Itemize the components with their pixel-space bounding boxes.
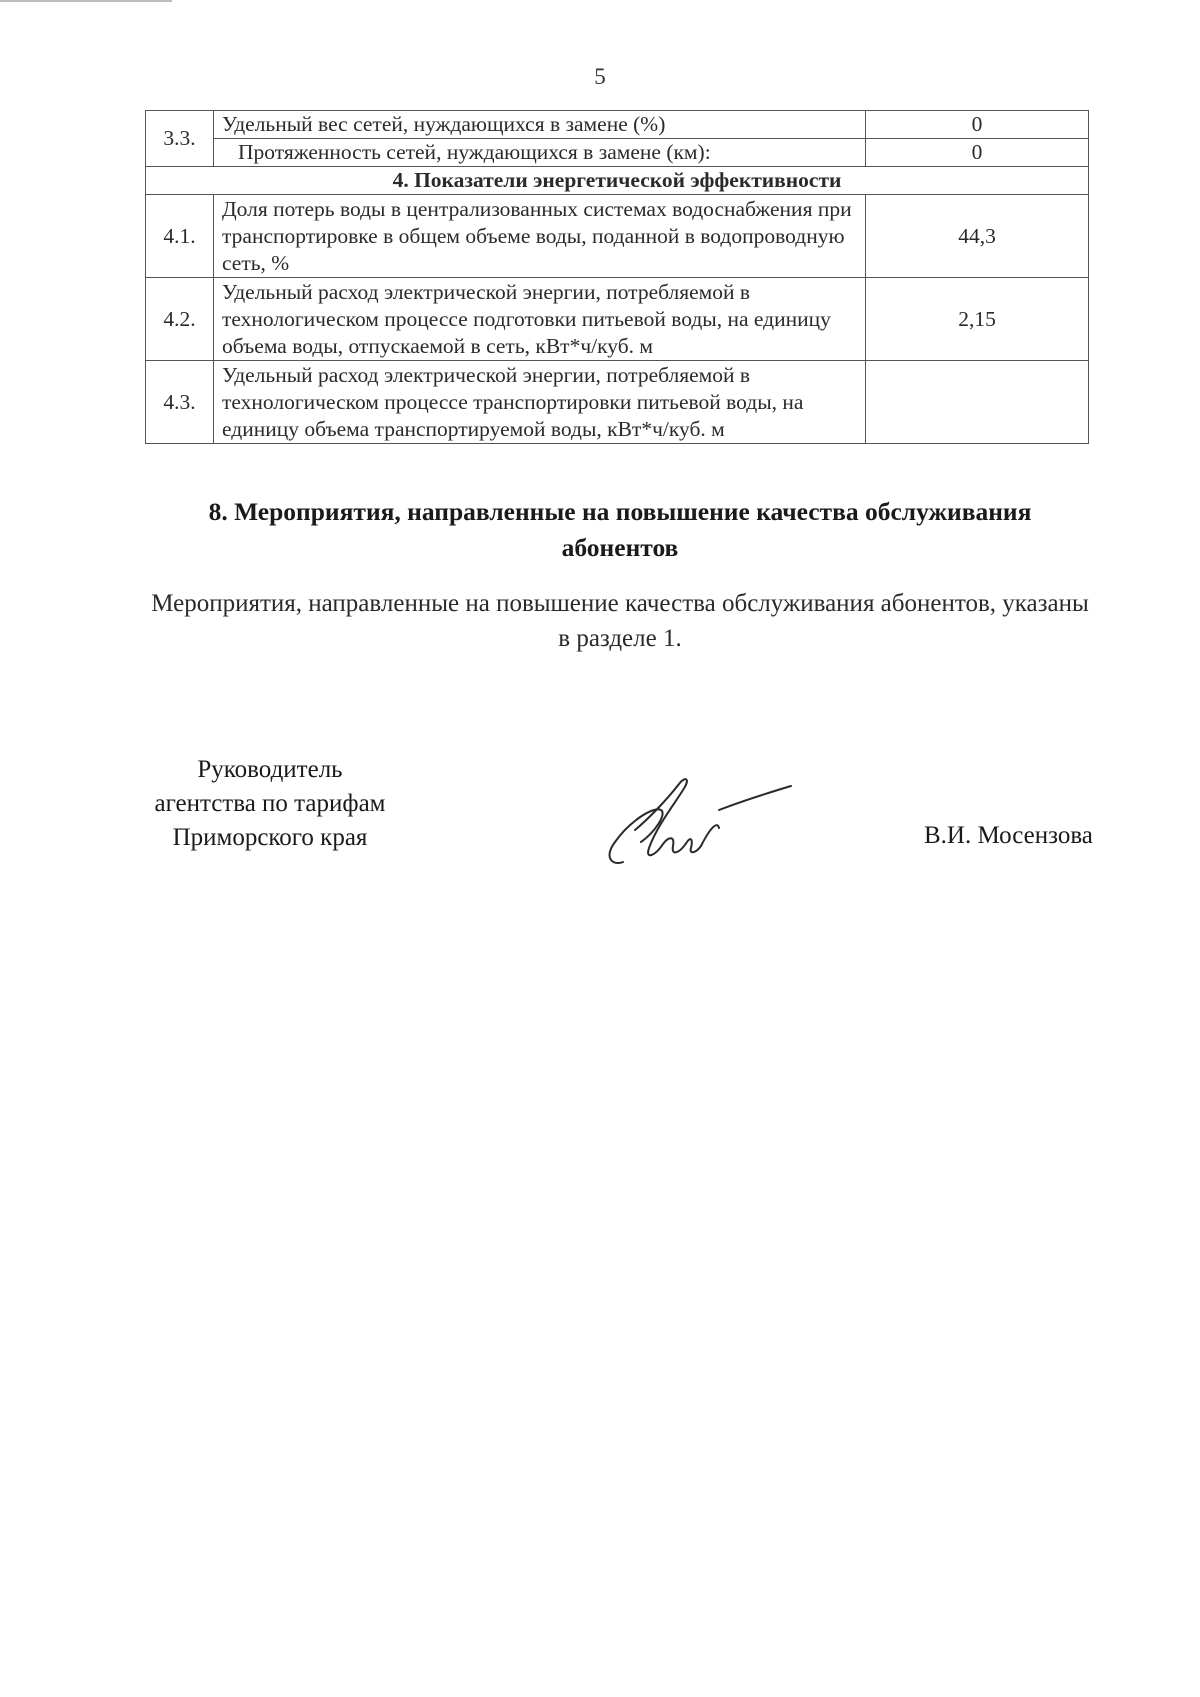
indicator-value: 2,15 bbox=[866, 278, 1089, 361]
indicator-value bbox=[866, 361, 1089, 444]
row-number: 4.1. bbox=[146, 195, 214, 278]
signer-position-line: Руководитель bbox=[197, 756, 343, 783]
indicator-text: Протяженность сетей, нуждающихся в замене (км): bbox=[214, 139, 866, 167]
signer-position-line: Приморского края bbox=[172, 824, 368, 851]
table-section-row bbox=[146, 167, 1089, 195]
table-section-title: 4. Показатели энергетической эффективности bbox=[146, 167, 1089, 195]
indicator-value: 0 bbox=[866, 139, 1089, 167]
indicator-value: 0 bbox=[866, 111, 1089, 139]
row-number: 4.3. bbox=[146, 361, 214, 444]
indicator-text: Удельный расход электрической энергии, потребляемой в технологическом процессе подготовки питьевой воды, на единицу объема воды, отпускаемой в сеть, кВт*ч/куб. м bbox=[214, 278, 866, 361]
table-row bbox=[146, 139, 1089, 167]
signer-name: В.И. Мосензова bbox=[924, 822, 1093, 849]
signer-position-line: агентства по тарифам bbox=[154, 790, 386, 817]
indicator-value: 44,3 bbox=[866, 195, 1089, 278]
row-number: 3.3. bbox=[146, 111, 214, 167]
section-paragraph: Мероприятия, направленные на повышение качества обслуживания абонентов, указаны в разделе 1. bbox=[151, 590, 1089, 652]
indicators-table bbox=[145, 110, 1089, 444]
page-number: 5 bbox=[594, 64, 606, 89]
signer-position bbox=[120, 753, 420, 855]
indicator-text: Удельный расход электрической энергии, потребляемой в технологическом процессе транспортировки питьевой воды, на единицу объема транспортируемой воды, кВт*ч/куб. м bbox=[214, 361, 866, 444]
table-row bbox=[146, 278, 1089, 361]
table-row bbox=[146, 195, 1089, 278]
indicator-text: Удельный вес сетей, нуждающихся в замене (%) bbox=[214, 111, 866, 139]
section-heading: 8. Мероприятия, направленные на повышение качества обслуживания абонентов bbox=[208, 497, 1032, 562]
table-row bbox=[146, 361, 1089, 444]
indicator-text: Доля потерь воды в централизованных системах водоснабжения при транспортировке в общем объеме воды, поданной в водопроводную сеть, % bbox=[214, 195, 866, 278]
scan-edge-mark bbox=[0, 0, 172, 2]
row-number: 4.2. bbox=[146, 278, 214, 361]
table-row bbox=[146, 111, 1089, 139]
handwritten-signature bbox=[595, 770, 795, 880]
